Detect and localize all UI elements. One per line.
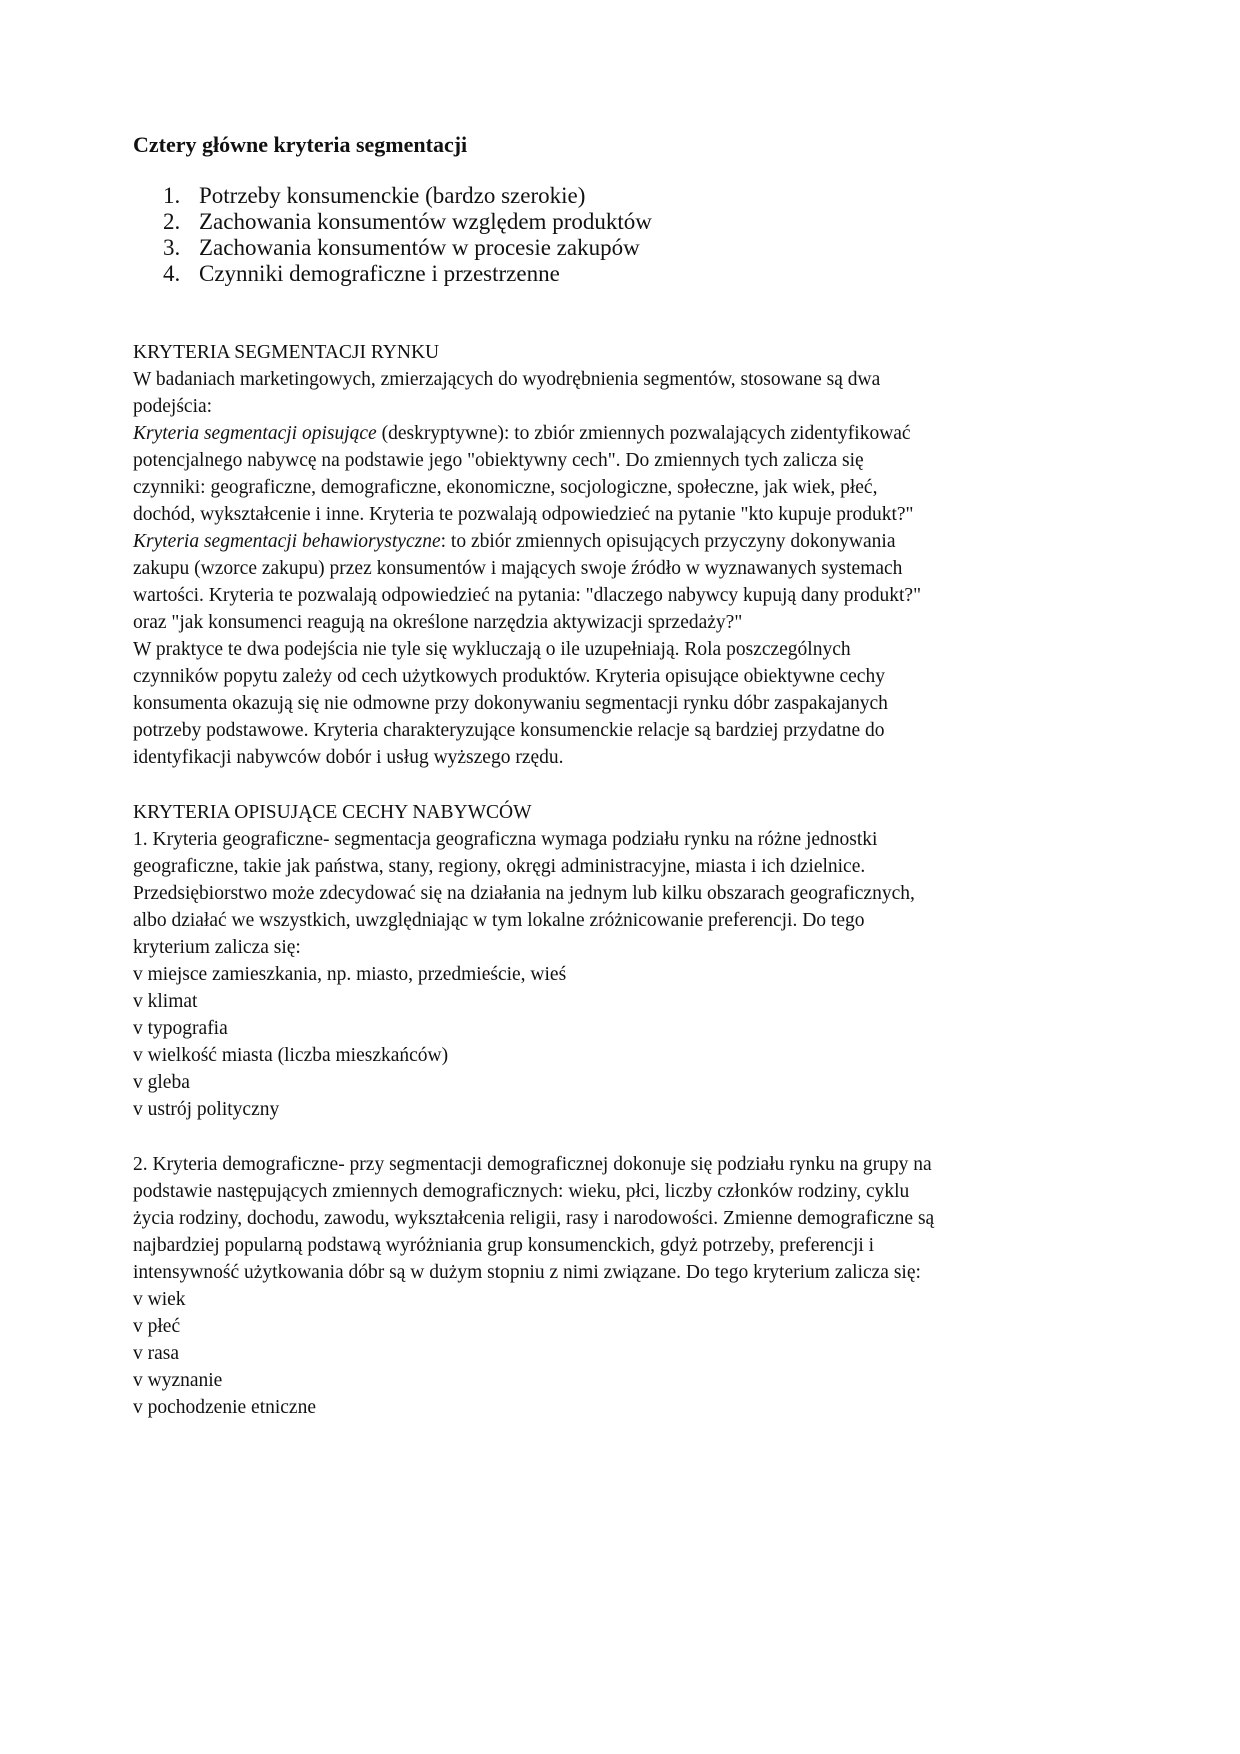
text-line [133,420,921,447]
text-line [133,1394,934,1421]
line-text: v wyznanie [133,1370,223,1391]
text-line [133,826,915,853]
italic-term: Kryteria segmentacji opisujące [133,423,377,444]
line-text: konsumenta okazują się nie odmowne przy dokonywaniu segmentacji rynku dóbr zaspakajanych [133,693,888,714]
list-number: 1. [163,183,181,208]
line-text: 1. Kryteria geograficzne- segmentacja geograficzna wymaga podziału rynku na różne jednostki [133,829,878,850]
text-line [133,690,921,717]
list-text: Zachowania konsumentów względem produktów [199,209,652,234]
text-line [133,1313,934,1340]
line-text: : to zbiór zmiennych opisujących przyczyny dokonywania [440,531,896,552]
text-line [133,663,921,690]
line-text: v ustrój polityczny [133,1099,280,1120]
line-text: v pochodzenie etniczne [133,1397,316,1418]
text-line [133,1015,915,1042]
line-text: oraz "jak konsumenci reagują na określone narzędzia aktywizacji sprzedaży?" [133,612,743,633]
text-line [133,1178,934,1205]
text-line [133,799,915,826]
line-text: 2. Kryteria demograficzne- przy segmentacji demograficznej dokonuje się podziału rynku na grupy na [133,1154,932,1175]
text-line [133,880,915,907]
text-line [133,474,921,501]
line-text: W praktyce te dwa podejścia nie tyle się wykluczają o ile uzupełniają. Rola poszczególnych [133,639,851,660]
text-line [133,988,915,1015]
list-item [163,183,652,209]
text-line [133,636,921,663]
text-line [133,1205,934,1232]
criteria-list [163,183,652,287]
text-line [133,961,915,988]
line-text: KRYTERIA OPISUJĄCE CECHY NABYWCÓW [133,802,532,823]
text-line [133,1286,934,1313]
text-line [133,1340,934,1367]
text-line [133,1042,915,1069]
line-text: podstawie następujących zmiennych demograficznych: wieku, płci, liczby członków rodziny, cyklu [133,1181,910,1202]
line-text: v wiek [133,1289,186,1310]
text-line [133,339,921,366]
text-line [133,853,915,880]
text-line [133,1069,915,1096]
line-text: v płeć [133,1316,181,1337]
line-text: KRYTERIA SEGMENTACJI RYNKU [133,342,440,363]
text-line [133,1232,934,1259]
list-number: 4. [163,261,181,286]
list-number: 3. [163,235,181,260]
line-text: zakupu (wzorce zakupu) przez konsumentów i mających swoje źródło w wyznawanych systemach [133,558,903,579]
text-line [133,1096,915,1123]
list-text: Zachowania konsumentów w procesie zakupów [199,235,640,260]
text-line [133,934,915,961]
line-text: v miejsce zamieszkania, np. miasto, przedmieście, wieś [133,964,567,985]
document-title: Cztery główne kryteria segmentacji [133,132,468,157]
text-line [133,582,921,609]
line-text: v wielkość miasta (liczba mieszkańców) [133,1045,449,1066]
text-line [133,1367,934,1394]
line-text: geograficzne, takie jak państwa, stany, regiony, okręgi administracyjne, miasta i ich dzielnice. [133,856,866,877]
text-line [133,907,915,934]
text-line [133,366,921,393]
line-text: v typografia [133,1018,228,1039]
line-text: wartości. Kryteria te pozwalają odpowiedzieć na pytania: "dlaczego nabywcy kupują dany produkt?" [133,585,922,606]
line-text: albo działać we wszystkich, uwzględniając w tym lokalne zróżnicowanie preferencji. Do tego [133,910,865,931]
line-text: (deskryptywne): to zbiór zmiennych pozwalających zidentyfikować [376,423,911,444]
text-line [133,555,921,582]
text-line [133,609,921,636]
text-line [133,717,921,744]
list-text: Czynniki demograficzne i przestrzenne [199,261,560,286]
line-text: najbardziej popularną podstawą wyróżniania grup konsumenckich, gdyż potrzeby, preferencji i [133,1235,875,1256]
line-text: v gleba [133,1072,190,1093]
line-text: podejścia: [133,396,213,417]
line-text: czynników popytu zależy od cech użytkowych produktów. Kryteria opisujące obiektywne cechy [133,666,885,687]
text-line [133,393,921,420]
line-text: życia rodziny, dochodu, zawodu, wykształcenia religii, rasy i narodowości. Zmienne demograficzne są [133,1208,935,1229]
italic-term: Kryteria segmentacji behawiorystyczne [133,531,441,552]
text-line [133,501,921,528]
list-number: 2. [163,209,181,234]
line-text: kryterium zalicza się: [133,937,301,958]
line-text: intensywność użytkowania dóbr są w dużym stopniu z nimi związane. Do tego kryterium zalicza się: [133,1262,921,1283]
list-item [163,209,652,235]
line-text: potrzeby podstawowe. Kryteria charakteryzujące konsumenckie relacje są bardziej przydatne do [133,720,885,741]
line-text: czynniki: geograficzne, demograficzne, ekonomiczne, socjologiczne, społeczne, jak wiek, płeć, [133,477,878,498]
section-demographic-criteria [133,1151,934,1421]
line-text: identyfikacji nabywców dobór i usług wyższego rzędu. [133,747,564,768]
list-text: Potrzeby konsumenckie (bardzo szerokie) [199,183,586,208]
line-text: Przedsiębiorstwo może zdecydować się na działania na jednym lub kilku obszarach geograficznych, [133,883,915,904]
line-text: potencjalnego nabywcę na podstawie jego "obiektywny cech". Do zmiennych tych zalicza się [133,450,864,471]
section-buyer-characteristics [133,799,915,1123]
text-line [133,447,921,474]
text-line [133,528,921,555]
list-item [163,235,652,261]
section-market-segmentation-criteria [133,339,921,771]
text-line [133,1151,934,1178]
line-text: v rasa [133,1343,180,1364]
text-line [133,744,921,771]
text-line [133,1259,934,1286]
line-text: v klimat [133,991,198,1012]
list-item [163,261,652,287]
line-text: W badaniach marketingowych, zmierzających do wyodrębnienia segmentów, stosowane są dwa [133,369,881,390]
line-text: dochód, wykształcenie i inne. Kryteria te pozwalają odpowiedzieć na pytanie "kto kupuje produkt?" [133,504,914,525]
